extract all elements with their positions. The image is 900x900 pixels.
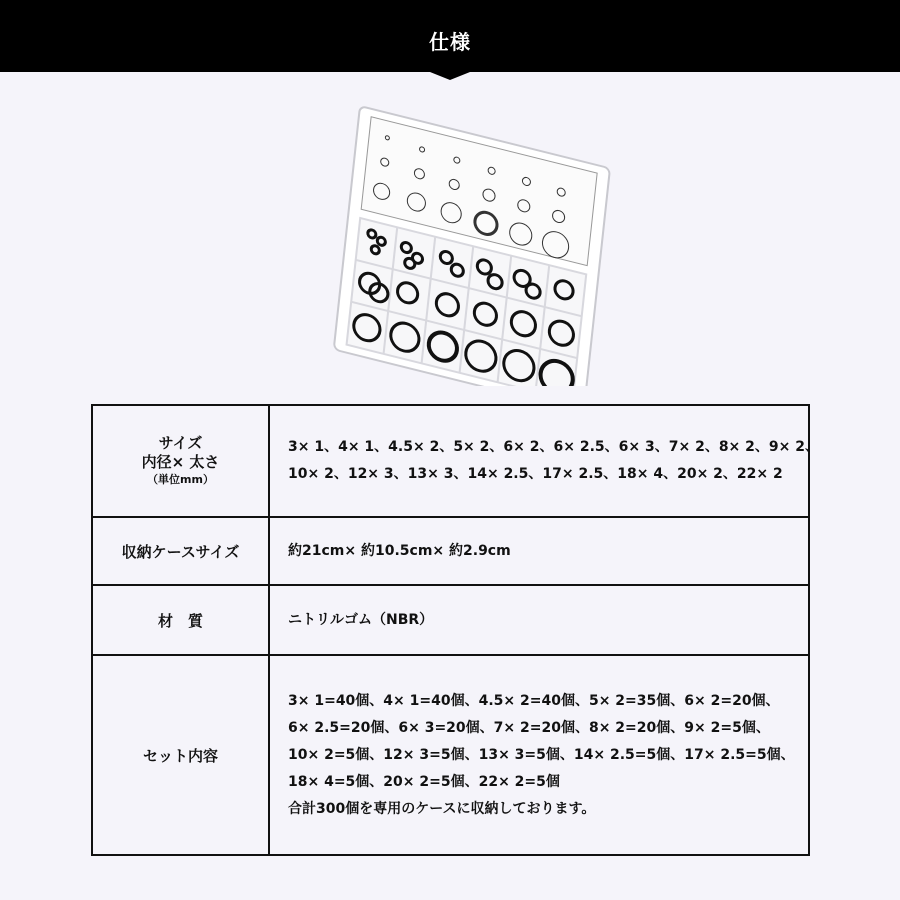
size-value-line: 3× 1、4× 1、4.5× 2、5× 2、6× 2、6× 2.5、6× 3、7× 2、8× 2、9× 2、 xyxy=(288,439,819,455)
set-contents-line: 6× 2.5=20個、6× 3=20個、7× 2=20個、8× 2=20個、9× 2=5個、 xyxy=(288,719,770,736)
spec-table xyxy=(91,404,819,856)
spec-row-case-size xyxy=(92,517,809,585)
spec-row-material xyxy=(92,585,809,655)
set-contents-line: 18× 4=5個、20× 2=5個、22× 2=5個 xyxy=(288,773,560,790)
spec-row-set-contents xyxy=(92,655,809,855)
o-ring-kit-case-icon xyxy=(290,86,620,386)
set-contents-line: 10× 2=5個、12× 3=5個、13× 3=5個、14× 2.5=5個、17× 2.5=5個、 xyxy=(288,746,795,763)
spec-label-set-contents: セット内容 xyxy=(92,655,269,855)
size-label-main: サイズ xyxy=(158,434,203,452)
header-banner xyxy=(0,0,900,80)
set-contents-total: 合計300個を専用のケースに収納しております。 xyxy=(288,800,596,817)
spec-value-material: ニトリルゴム（NBR） xyxy=(269,585,809,655)
spec-value-size xyxy=(269,405,819,517)
spec-label-case-size: 収納ケースサイズ xyxy=(92,517,269,585)
spec-label-size xyxy=(92,405,269,517)
spec-label-material: 材 質 xyxy=(92,585,269,655)
size-value-line: 10× 2、12× 3、13× 3、14× 2.5、17× 2.5、18× 4、20× 2、22× 2 xyxy=(288,466,783,482)
product-photo xyxy=(290,86,620,386)
spec-value-case-size: 約21cm× 約10.5cm× 約2.9cm xyxy=(269,517,809,585)
spec-row-size xyxy=(92,405,809,517)
spec-value-set-contents xyxy=(269,655,809,855)
size-label-sub: 内径× 太さ xyxy=(141,453,220,471)
set-contents-line: 3× 1=40個、4× 1=40個、4.5× 2=40個、5× 2=35個、6× 2=20個、 xyxy=(288,692,780,709)
size-label-unit: （単位mm） xyxy=(147,473,214,486)
page-title: 仕様 xyxy=(429,30,471,54)
